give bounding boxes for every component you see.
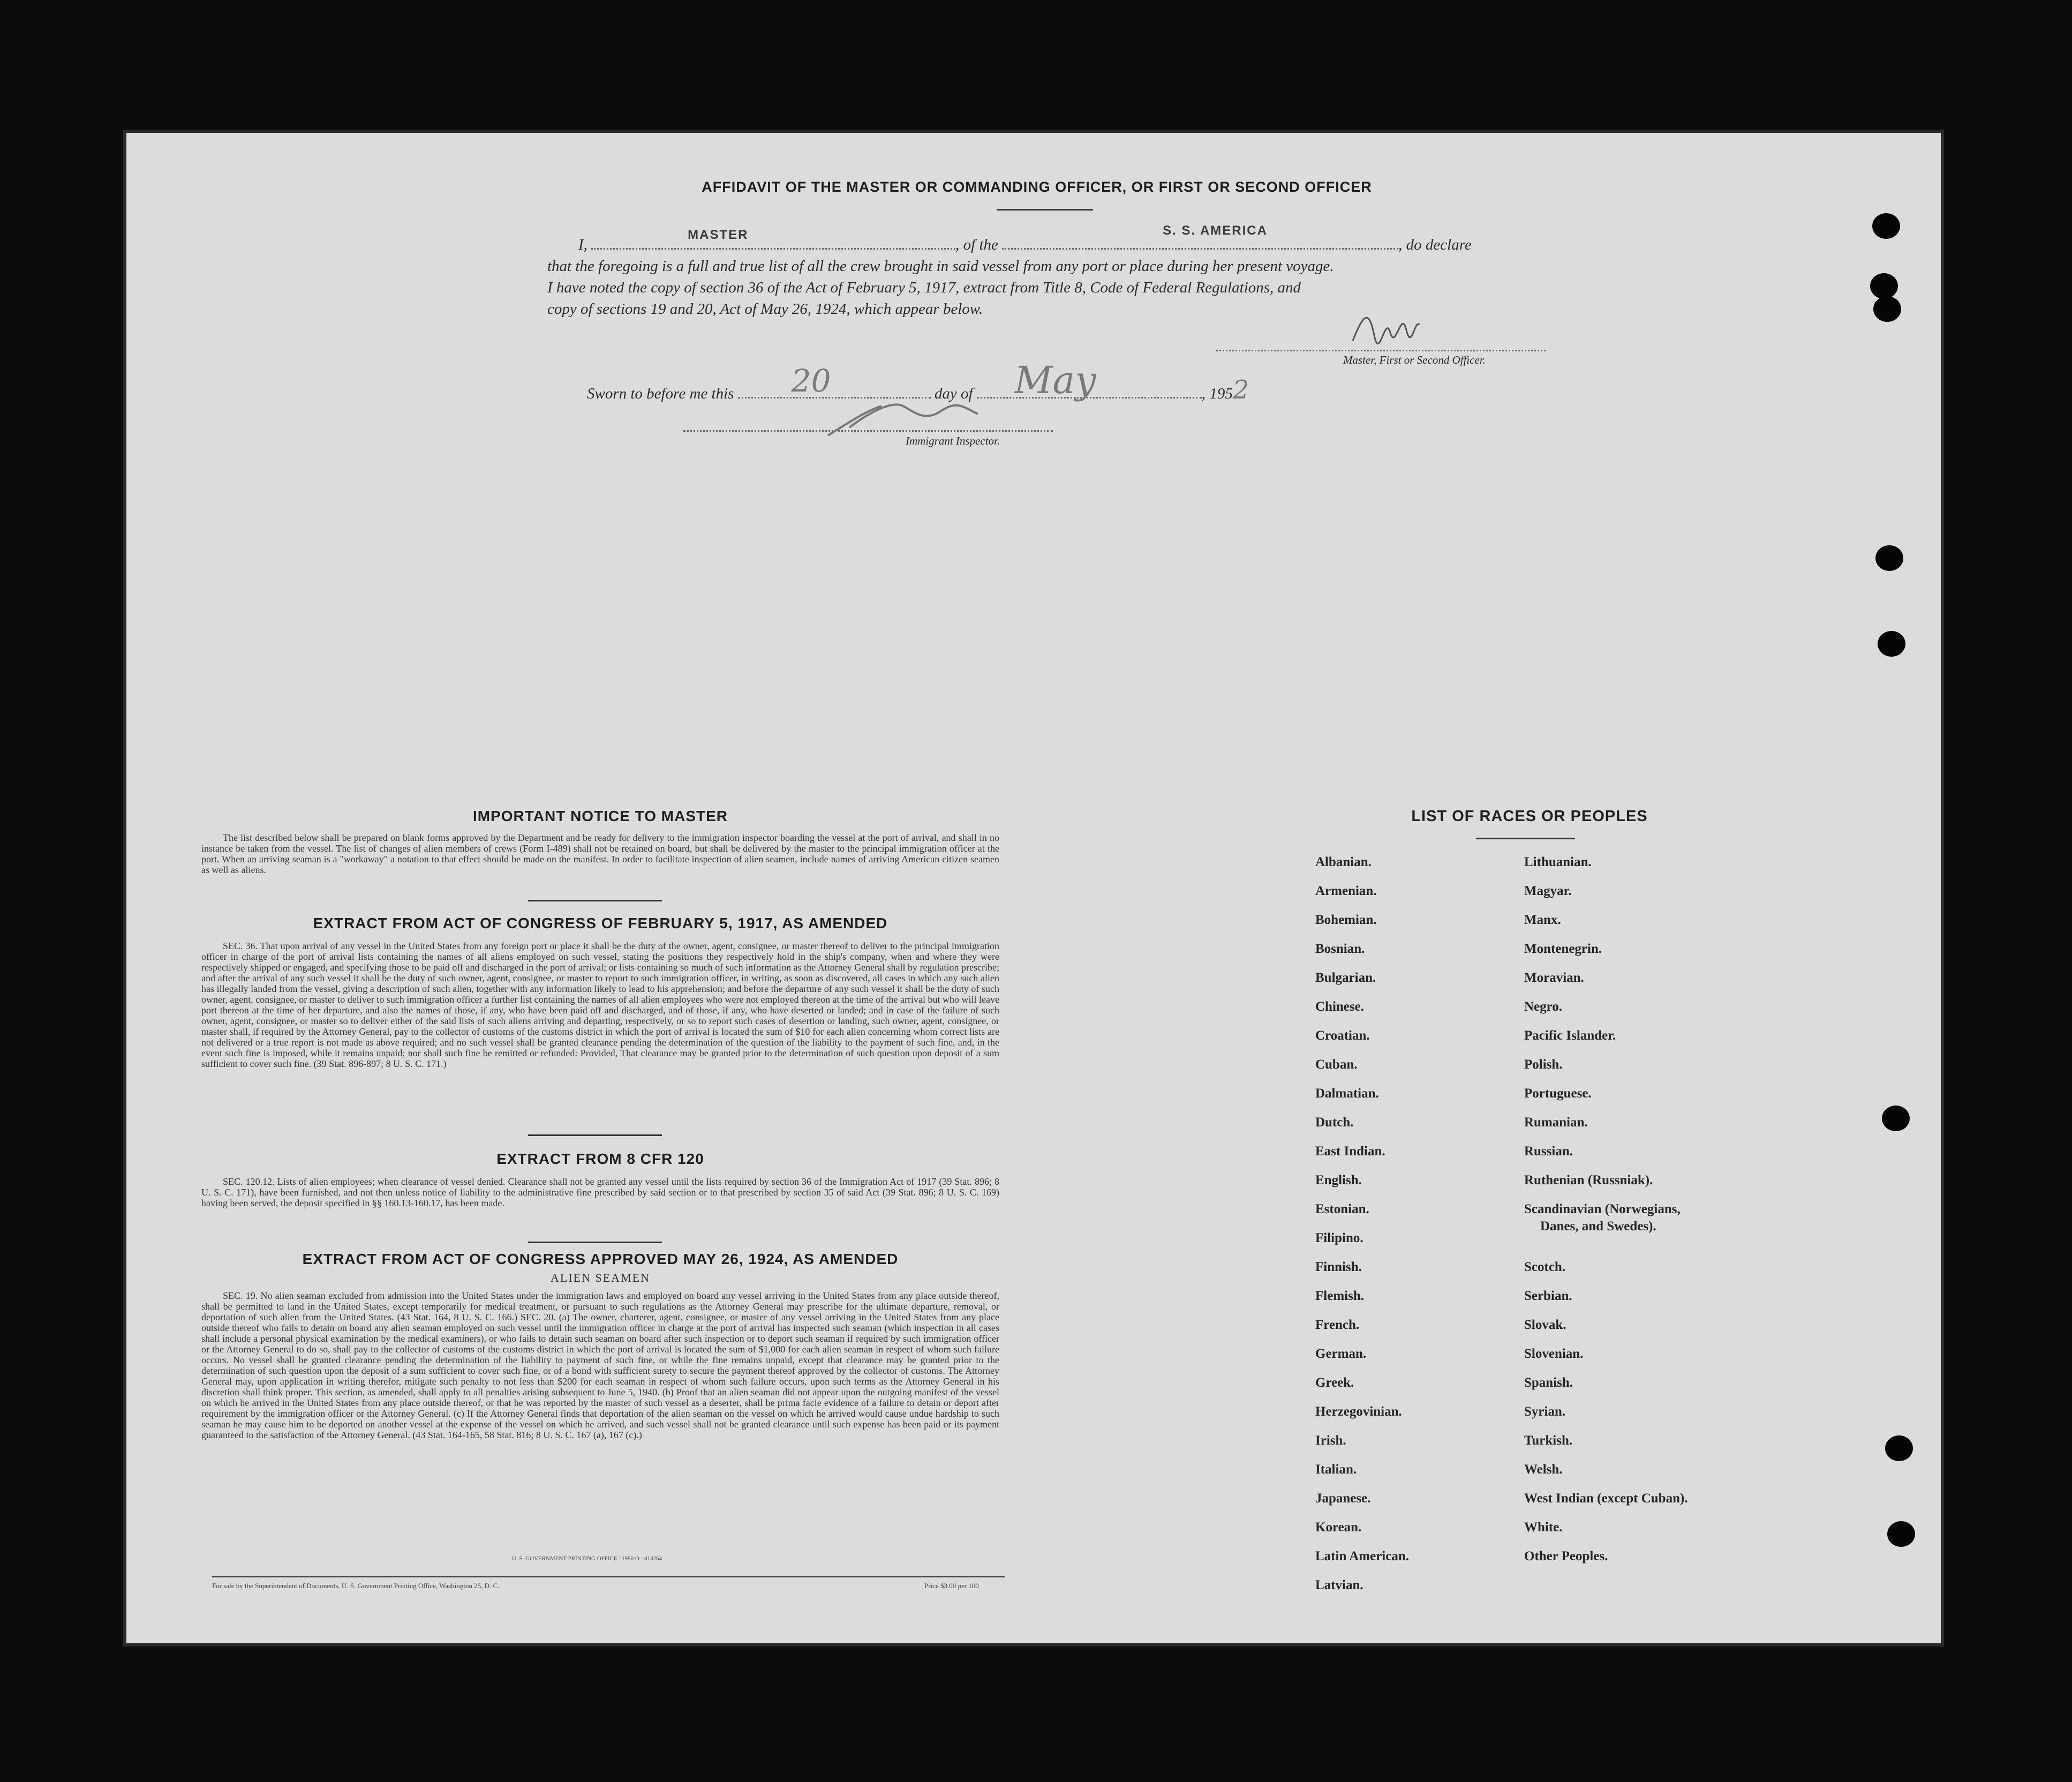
- day-value: 20: [791, 363, 831, 399]
- race-item: Finnish.: [1315, 1260, 1362, 1274]
- notice-section: [201, 808, 999, 875]
- extract1-title: EXTRACT FROM ACT OF CONGRESS OF FEBRUARY 5, 1917, AS AMENDED: [313, 915, 888, 931]
- race-item: Armenian.: [1315, 884, 1377, 898]
- race-item: Ruthenian (Russniak).: [1524, 1173, 1653, 1187]
- punch-hole: [1885, 1435, 1913, 1461]
- race-item: Lithuanian.: [1524, 855, 1592, 869]
- declaration-line-2: that the foregoing is a full and true list of all the crew brought in said vessel from any port or place during her present voyage.: [547, 258, 1334, 275]
- vessel-field[interactable]: [1002, 223, 1398, 250]
- race-item: Russian.: [1524, 1144, 1573, 1159]
- race-item: Spanish.: [1524, 1375, 1573, 1390]
- master-signature-line: [1216, 350, 1546, 351]
- races-rule: [1476, 838, 1575, 839]
- extract2-section: [201, 1151, 999, 1208]
- race-item: East Indian.: [1315, 1144, 1385, 1159]
- races-title: LIST OF RACES OR PEOPLES: [1411, 808, 1648, 825]
- master-value: MASTER: [688, 228, 749, 242]
- extract1-section: [201, 915, 999, 1069]
- race-item: German.: [1315, 1347, 1367, 1361]
- extract2-title: EXTRACT FROM 8 CFR 120: [496, 1151, 704, 1167]
- race-item: Filipino.: [1315, 1231, 1363, 1245]
- inspector-label: Immigrant Inspector.: [906, 434, 1000, 447]
- race-item: Serbian.: [1524, 1289, 1572, 1303]
- race-item: French.: [1315, 1318, 1360, 1332]
- master-field[interactable]: [591, 228, 955, 250]
- footer-right: Price $3.00 per 100: [924, 1582, 979, 1590]
- sworn-prefix: Sworn to before me this: [587, 385, 734, 402]
- extract1-body: SEC. 36. That upon arrival of any vessel in the United States from any foreign port or place it shall be the duty of the owner, agent, consignee, or master thereof to deliver to the principal immigration officer in charge of the port of arrival lists containing the names of all aliens employed on such vessel, stating the positions they respectively hold in the ship's company, when and where they were respectively shipped or engaged, and specifying those to be paid off and discharged in the port of arrival; or lists containing so much of such information as the Attorney General shall by regulation prescribe; and after the arrival of any such vessel it shall be the duty of such owner, agent, consignee, or master to report to such immigration officer, in writing, as soon as discovered, all cases in which any such alien has illegally landed from the vessel, giving a description of such alien, together with any information likely to lead to his apprehension; and before the departure of any such vessel it shall be the duty of such owner, agent, consignee, or master to deliver to such immigration officer a further list containing the names of all alien employees who were not employed thereon at the time of the arrival but who will leave port thereon at the time of her departure, and also the names of those, if any, who have been paid off and discharged, and of those, if any, who have deserted or landed; and in case of the failure of such owner, agent, consignee, or master so to deliver either of the said lists of such aliens arriving and departing, respectively, or so to report such cases of desertion or landing, such owner, agent, consignee, or master shall, if required by the Attorney General, pay to the collector of customs of the customs district in which the port of arrival is located the sum of $10 for each alien concerning whom correct lists are not delivered or a true report is not made as above required; and no such vessel shall be granted clearance pending the determination of the question of the liability to the payment of such fine, and, in the event such fine is imposed, while it remains unpaid; nor shall such fine be remitted or refunded: Provided, That clearance may be granted prior to the determination of such question upon deposit of a sum sufficient to cover such fine. (39 Stat. 896-897; 8 U. S. C. 171.): [201, 941, 999, 1069]
- race-item: Latin American.: [1315, 1549, 1409, 1563]
- race-item: Rumanian.: [1524, 1115, 1588, 1130]
- race-item: Polish.: [1524, 1057, 1563, 1072]
- race-item: Korean.: [1315, 1520, 1362, 1535]
- day-of-label: day of: [934, 385, 973, 402]
- master-signature: [1347, 303, 1422, 346]
- race-item: Albanian.: [1315, 855, 1372, 869]
- race-item: English.: [1315, 1173, 1362, 1187]
- race-item: Negro.: [1524, 999, 1563, 1014]
- punch-hole: [1875, 545, 1903, 571]
- document-sheet: [126, 133, 1941, 1643]
- race-item: Greek.: [1315, 1375, 1354, 1390]
- race-item: Bosnian.: [1315, 942, 1365, 956]
- race-item: Welsh.: [1524, 1462, 1563, 1477]
- race-item: Herzegovinian.: [1315, 1404, 1402, 1419]
- race-item: Irish.: [1315, 1433, 1346, 1448]
- affidavit-title: AFFIDAVIT OF THE MASTER OR COMMANDING OFFICER, OR FIRST OR SECOND OFFICER: [702, 179, 1372, 195]
- race-item: Cuban.: [1315, 1057, 1358, 1072]
- race-item: Turkish.: [1524, 1433, 1573, 1448]
- race-item: Magyar.: [1524, 884, 1572, 898]
- race-item: Scotch.: [1524, 1260, 1566, 1274]
- race-item: Japanese.: [1315, 1491, 1371, 1506]
- declaration-line-1: [547, 223, 1565, 255]
- do-declare-label: , do declare: [1398, 236, 1472, 253]
- race-item: Estonian.: [1315, 1202, 1369, 1216]
- extract3-subtitle: ALIEN SEAMEN: [551, 1271, 650, 1284]
- race-item: Moravian.: [1524, 971, 1584, 985]
- notice-body: The list described below shall be prepared on blank forms approved by the Department and be ready for delivery to the immigration inspector boarding the vessel at the port of arrival, and shall in no instance be taken from the vessel. The list of changes of alien members of crews (Form I-489) shall not be retained on board, but shall be delivered by the master to the principal immigration officer at the port. When an arriving seaman is a "workaway" a notation to that effect should be made on the manifest. In order to facilitate inspection of alien seamen, include names of arriving American citizen seamen as well as aliens.: [201, 832, 999, 875]
- race-item: Chinese.: [1315, 999, 1364, 1014]
- race-item: Flemish.: [1315, 1289, 1364, 1303]
- extract2-body: SEC. 120.12. Lists of alien employees; when clearance of vessel denied. Clearance shall not be granted any vessel until the lists required by section 36 of the Immigration Act of 1917 (39 Stat. 896; 8 U. S. C. 171), have been furnished, and not then unless notice of liability to the administrative fine prescribed by said section or to that prescribed by section 35 of said Act (39 Stat. 896; 8 U. S. C. 169) having been served, the deposit specified in §§ 160.13-160.17, has been made.: [201, 1176, 999, 1208]
- race-item: Other Peoples.: [1524, 1549, 1608, 1563]
- month-field[interactable]: [977, 358, 1202, 402]
- race-item: Slovenian.: [1524, 1347, 1584, 1361]
- year-value: 2: [1232, 375, 1249, 405]
- race-item: Scandinavian (Norwegians,: [1524, 1202, 1681, 1216]
- race-item: Dutch.: [1315, 1115, 1354, 1130]
- punch-hole: [1882, 1106, 1910, 1131]
- race-item: Bohemian.: [1315, 913, 1377, 927]
- vessel-value: S. S. AMERICA: [1163, 223, 1268, 238]
- race-item: West Indian (except Cuban).: [1524, 1491, 1688, 1506]
- printing-office-line: U. S. GOVERNMENT PRINTING OFFICE : 1950 O - 813264: [512, 1555, 662, 1562]
- declaration-line-4: copy of sections 19 and 20, Act of May 26, 1924, which appear below.: [547, 300, 983, 318]
- race-item: Latvian.: [1315, 1578, 1363, 1592]
- race-item: Croatian.: [1315, 1028, 1370, 1043]
- notice-title: IMPORTANT NOTICE TO MASTER: [472, 808, 728, 824]
- extract3-body: SEC. 19. No alien seaman excluded from admission into the United States under the immigration laws and employed on board any vessel arriving in the United States from any place outside thereof, shall be permitted to land in the United States, except temporarily for medical treatment, or pursuant to such regulations as the Attorney General may prescribe for the ultimate departure, removal, or deportation of such alien from the United States. (43 Stat. 164, 8 U. S. C. 166.) SEC. 20. (a) The owner, charterer, agent, consignee, or master of any vessel arriving in the United States from any place outside thereof who fails to detain on board any alien seaman employed on such vessel until the immigration officer in charge at the port of arrival has inspected such seaman (which inspection in all cases shall include a personal physical examination by the medical examiners), or who fails to detain such seaman on board after such inspection or to deport such seaman if required by such immigration officer or the Attorney General to do so, shall pay to the collector of customs of the customs district in which the port of arrival is located the sum of $1,000 for each alien seaman in respect of whom such failure occurs. No vessel shall be granted clearance pending the determination of the liability to payment of such fine, or while the fine remains unpaid, except that clearance may be granted prior to the determination of such question upon the deposit of a sum sufficient to cover such fine, or of a bond with sufficient surety to secure the payment thereof approved by the collector of customs. The Attorney General may, upon application in writing therefor, mitigate such penalty to not less than $200 for each seaman in respect of whom such failure occurs, upon such terms as the Attorney General in his discretion shall think proper. This section, as amended, shall apply to all penalties arising subsequent to June 5, 1940. (b) Proof that an alien seaman did not appear upon the outgoing manifest of the vessel on which he arrived in the United States from any place outside thereof, or that he was reported by the master of such vessel as a deserter, shall be prima facie evidence of a failure to detain or deport after requirement by the immigration officer or the Attorney General. (c) If the Attorney General finds that deportation of the alien seaman on the vessel on which he arrived would cause undue hardship to such seaman he may cause him to be deported on another vessel at the expense of the vessel on which he arrived, and such vessel shall not be granted clearance until such expense has been paid or its payment guaranteed to the satisfaction of the Attorney General. (43 Stat. 164-165, 58 Stat. 816; 8 U. S. C. 167 (a), 167 (c).): [201, 1290, 999, 1440]
- extract3-section: [201, 1251, 999, 1440]
- race-item: Italian.: [1315, 1462, 1357, 1477]
- race-item: Bulgarian.: [1315, 971, 1376, 985]
- race-item: Slovak.: [1524, 1318, 1566, 1332]
- race-item: Portuguese.: [1524, 1086, 1592, 1101]
- punch-hole: [1887, 1521, 1915, 1547]
- footer-left: For sale by the Superintendent of Documents, U. S. Government Printing Office, Washington 25, D. C.: [212, 1582, 500, 1590]
- footer-rule: [212, 1576, 1005, 1577]
- section-rule: [528, 900, 662, 901]
- of-the-label: , of the: [955, 236, 998, 253]
- section-rule: [528, 1134, 662, 1136]
- race-item: Dalmatian.: [1315, 1086, 1379, 1101]
- line1-prefix: I,: [578, 236, 587, 253]
- race-item: White.: [1524, 1520, 1563, 1535]
- punch-hole: [1872, 213, 1900, 239]
- punch-hole: [1873, 296, 1901, 322]
- extract3-title: EXTRACT FROM ACT OF CONGRESS APPROVED MAY 26, 1924, AS AMENDED: [302, 1251, 899, 1267]
- year-prefix: , 195: [1201, 385, 1233, 402]
- punch-hole: [1878, 631, 1905, 657]
- race-item: Danes, and Swedes).: [1540, 1219, 1656, 1234]
- declaration-line-3: I have noted the copy of section 36 of the Act of February 5, 1917, extract from Title 8, Code of Federal Regulations, and: [547, 279, 1301, 296]
- title-rule: [997, 209, 1093, 210]
- signature-scribble: [1347, 303, 1422, 346]
- race-item: Manx.: [1524, 913, 1561, 927]
- race-item: Montenegrin.: [1524, 942, 1602, 956]
- race-item: Pacific Islander.: [1524, 1028, 1616, 1043]
- month-value: May: [1014, 358, 1096, 402]
- master-signature-label: Master, First or Second Officer.: [1343, 354, 1486, 366]
- section-rule: [528, 1242, 662, 1243]
- punch-hole: [1870, 273, 1898, 299]
- race-item: Syrian.: [1524, 1404, 1566, 1419]
